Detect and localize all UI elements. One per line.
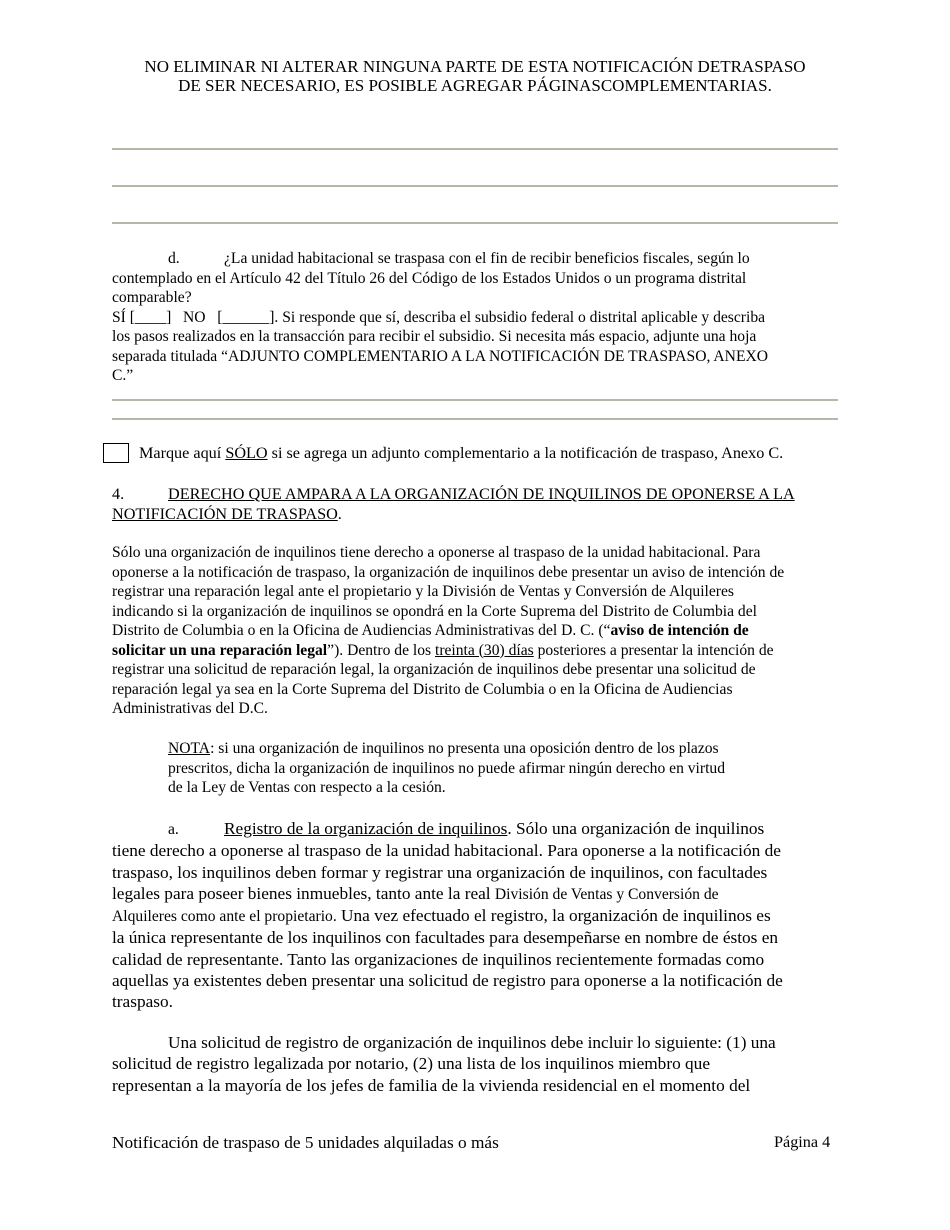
- deadline-days: treinta (30) días: [434, 641, 534, 659]
- paragraph-bold-term: aviso de intención de: [610, 622, 749, 639]
- item-a-line: traspaso.: [112, 992, 173, 1012]
- annex-c-checkbox[interactable]: [103, 443, 129, 463]
- paragraph-text: Distrito de Columbia o en la Oficina de Audiencias Administrativas del D. C. (“: [112, 622, 611, 639]
- paragraph-line: Sólo una organización de inquilinos tiene derecho a oponerse al traspaso de la unidad habitacional. Para: [112, 544, 761, 561]
- item-d-answer-line: C.”: [112, 367, 134, 384]
- blank-answer-line[interactable]: [112, 418, 838, 420]
- checkbox-note-text: Marque aquí: [139, 444, 226, 462]
- paragraph-line: solicitud de registro legalizada por notario, (2) una lista de los inquilinos miembro que: [112, 1054, 710, 1074]
- item-d-letter: d.: [168, 250, 180, 267]
- blank-answer-line[interactable]: [112, 148, 838, 150]
- section-4-heading: [112, 484, 852, 524]
- page-number: Página 4: [774, 1133, 831, 1151]
- nota-block: [168, 739, 808, 798]
- checkbox-note-text: si se agrega un adjunto complementario a la notificación de traspaso, Anexo C.: [267, 444, 784, 462]
- item-a-text: División de Ventas y Conversión de: [494, 885, 719, 903]
- nota-text: de la Ley de Ventas con respecto a la cesión.: [168, 779, 446, 796]
- section-number: 4.: [112, 485, 125, 503]
- item-a-line: la única representante de los inquilinos con facultades para desempeñarse en nombre de éstos en: [112, 928, 779, 948]
- paragraph-registration-requirements: [112, 1032, 852, 1096]
- item-a-text: Una vez efectuado el registro, la organización de inquilinos es: [336, 906, 771, 926]
- nota-text: : si una organización de inquilinos no presenta una oposición dentro de los plazos: [210, 740, 719, 757]
- item-d-question-line: comparable?: [112, 289, 192, 306]
- item-a: [112, 818, 852, 1013]
- item-d-answer-line: SÍ [____] NO [______]. Si responde que sí, describa el subsidio federal o distrital aplicable y describa: [112, 308, 766, 326]
- paragraph-bold-term: solicitar un una reparación legal: [112, 641, 328, 659]
- item-a-text: Alquileres como ante el propietario.: [112, 908, 337, 926]
- item-a-line: calidad de representante. Tanto las organizaciones de inquilinos recientemente formadas como: [112, 949, 765, 969]
- paragraph-text: posteriores a presentar la intención de: [533, 641, 774, 659]
- paragraph-line: Una solicitud de registro de organización de inquilinos debe incluir lo siguiente: (1) una: [168, 1033, 776, 1052]
- paragraph-line: indicando si la organización de inquilinos se opondrá en la Corte Suprema del Distrito de Columbia del: [112, 602, 757, 620]
- item-d-question-line: contemplado en el Artículo 42 del Título 26 del Código de los Estados Unidos o un programa distrital: [112, 269, 747, 287]
- paragraph-line: oponerse a la notificación de traspaso, la organización de inquilinos debe presentar un aviso de intención de: [112, 563, 785, 581]
- section-title-line: NOTIFICACIÓN DE TRASPASO: [112, 505, 338, 523]
- header-line-2: DE SER NECESARIO, ES POSIBLE AGREGAR PÁGINASCOMPLEMENTARIAS.: [178, 76, 772, 95]
- blank-answer-line[interactable]: [112, 399, 838, 401]
- item-a-line: traspaso, los inquilinos deben formar y registrar una organización de inquilinos, con facultades: [112, 862, 768, 882]
- section-title-line: DERECHO QUE AMPARA A LA ORGANIZACIÓN DE INQUILINOS DE OPONERSE A LA: [168, 485, 795, 503]
- nota-label: NOTA: [168, 740, 211, 757]
- paragraph-line: Administrativas del D.C.: [112, 700, 268, 717]
- item-a-heading: Registro de la organización de inquilinos: [224, 819, 508, 838]
- paragraph-text: ”). Dentro de los: [327, 641, 435, 659]
- item-a-line: aquellas ya existentes deben presentar una solicitud de registro para oponerse a la notificación de: [112, 971, 783, 991]
- item-a-letter: a.: [168, 821, 179, 838]
- paragraph-line: registrar una reparación legal ante el propietario y la División de Ventas y Conversión de Alquileres: [112, 583, 734, 600]
- paragraph-right-to-oppose: [112, 543, 852, 719]
- footer-title: Notificación de traspaso de 5 unidades alquiladas o más: [112, 1133, 499, 1152]
- blank-answer-line[interactable]: [112, 222, 838, 224]
- checkbox-note-emphasis: SÓLO: [225, 444, 268, 462]
- section-title-period: .: [337, 505, 342, 523]
- item-a-text: legales para poseer bienes inmuebles, tanto ante la real: [112, 883, 495, 903]
- paragraph-line: registrar una solicitud de reparación legal, la organización de inquilinos debe presentar una solicitud de: [112, 661, 756, 678]
- item-d-answer-line: los pasos realizados en la transacción para recibir el subsidio. Si necesita más espacio, adjunte una hoja: [112, 328, 757, 345]
- item-d-answer-line: separada titulada “ADJUNTO COMPLEMENTARIO A LA NOTIFICACIÓN DE TRASPASO, ANEXO: [112, 347, 768, 365]
- blank-answer-line[interactable]: [112, 185, 838, 187]
- paragraph-line: representan a la mayoría de los jefes de familia de la vivienda residencial en el momento del: [112, 1075, 751, 1095]
- header-line-1: NO ELIMINAR NI ALTERAR NINGUNA PARTE DE ESTA NOTIFICACIÓN DETRASPASO: [144, 57, 806, 76]
- item-a-line: tiene derecho a oponerse al traspaso de la unidad habitacional. Para oponerse a la notificación de: [112, 841, 781, 861]
- nota-text: prescritos, dicha la organización de inquilinos no puede afirmar ningún derecho en virtud: [168, 759, 726, 777]
- paragraph-line: reparación legal ya sea en la Corte Suprema del Distrito de Columbia o en la Oficina de Audiencias: [112, 680, 733, 698]
- checkbox-note: [139, 444, 783, 464]
- item-d-question-line: ¿La unidad habitacional se traspasa con el fin de recibir beneficios fiscales, según lo: [224, 250, 750, 267]
- item-d: [112, 249, 852, 386]
- item-a-text: . Sólo una organización de inquilinos: [507, 819, 765, 838]
